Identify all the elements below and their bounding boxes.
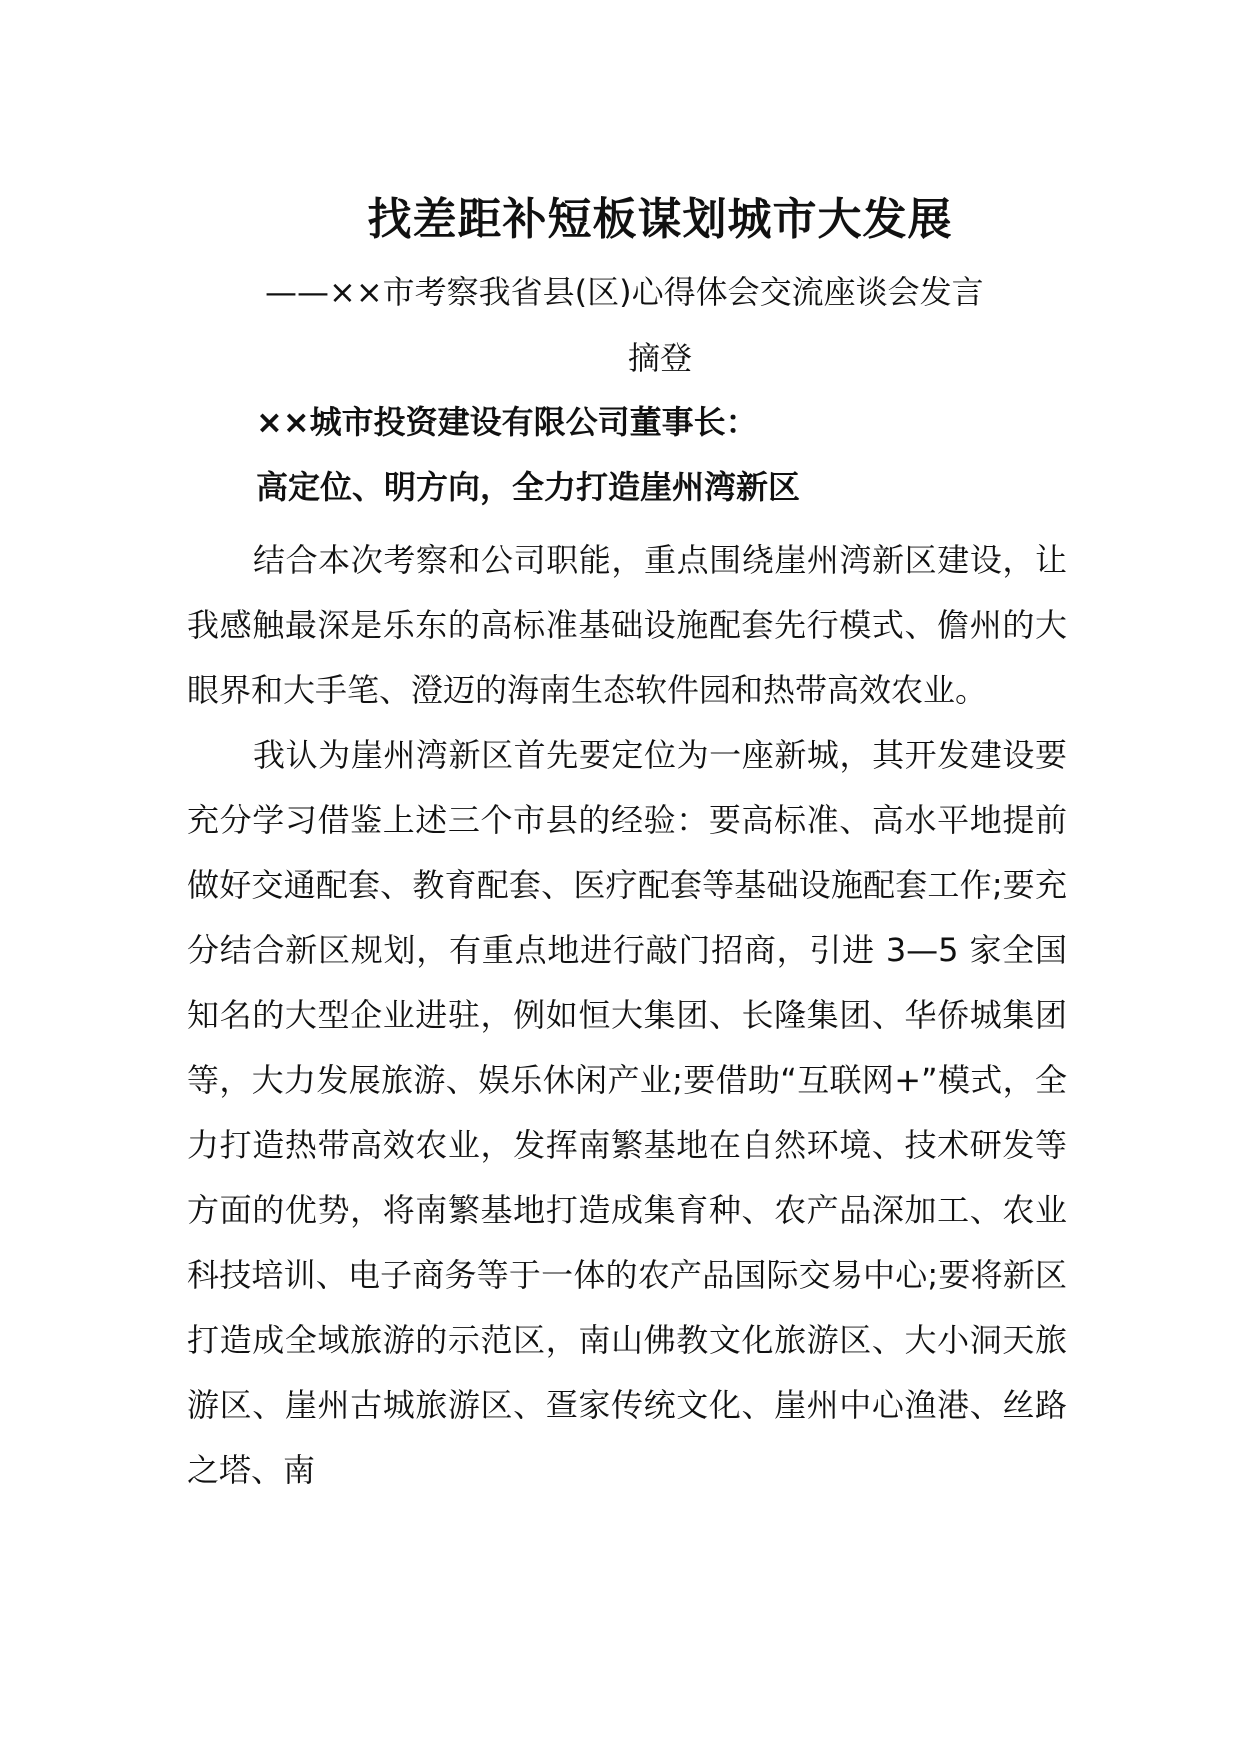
paragraph: 结合本次考察和公司职能，重点围绕崖州湾新区建设，让我感触最深是乐东的高标准基础设施配套先行模式、儋州的大眼界和大手笔、澄迈的海南生态软件园和热带高效农业。 [187,541,1067,709]
section-heading: 高定位、明方向，全力打造崖州湾新区 [256,468,801,506]
speaker-label: ××城市投资建设有限公司董事长： [256,403,758,441]
paragraph: 我认为崖州湾新区首先要定位为一座新城，其开发建设要充分学习借鉴上述三个市县的经验：要高标准、高水平地提前做好交通配套、教育配套、医疗配套等基础设施配套工作;要充分结合新区规划，有重点地进行敲门招商，引进 3—5 家全国知名的大型企业进驻，例如恒大集团、长隆集团、华侨城集团等，大力发展旅游、娱乐休闲产业;要借助“互联网+”模式，全力打造热带高效农业，发挥南繁基地在自然环境、技术研发等方面的优势，将南繁基地打造成集育种、农产品深加工、农业科技培训、电子商务等于一体的农产品国际交易中心;要将新区打造成全域旅游的示范区，南山佛教文化旅游区、大小洞天旅游区、崖州古城旅游区、疍家传统文化、崖州中心渔港、丝路之塔、南 [187,736,1067,1489]
document-subtitle: ——××市考察我省县(区)心得体会交流座谈会发言 [265,273,984,311]
body-text [187,528,1067,1503]
document-subtitle-continuation: 摘登 [627,339,692,377]
document-title: 找差距补短板谋划城市大发展 [367,194,953,245]
